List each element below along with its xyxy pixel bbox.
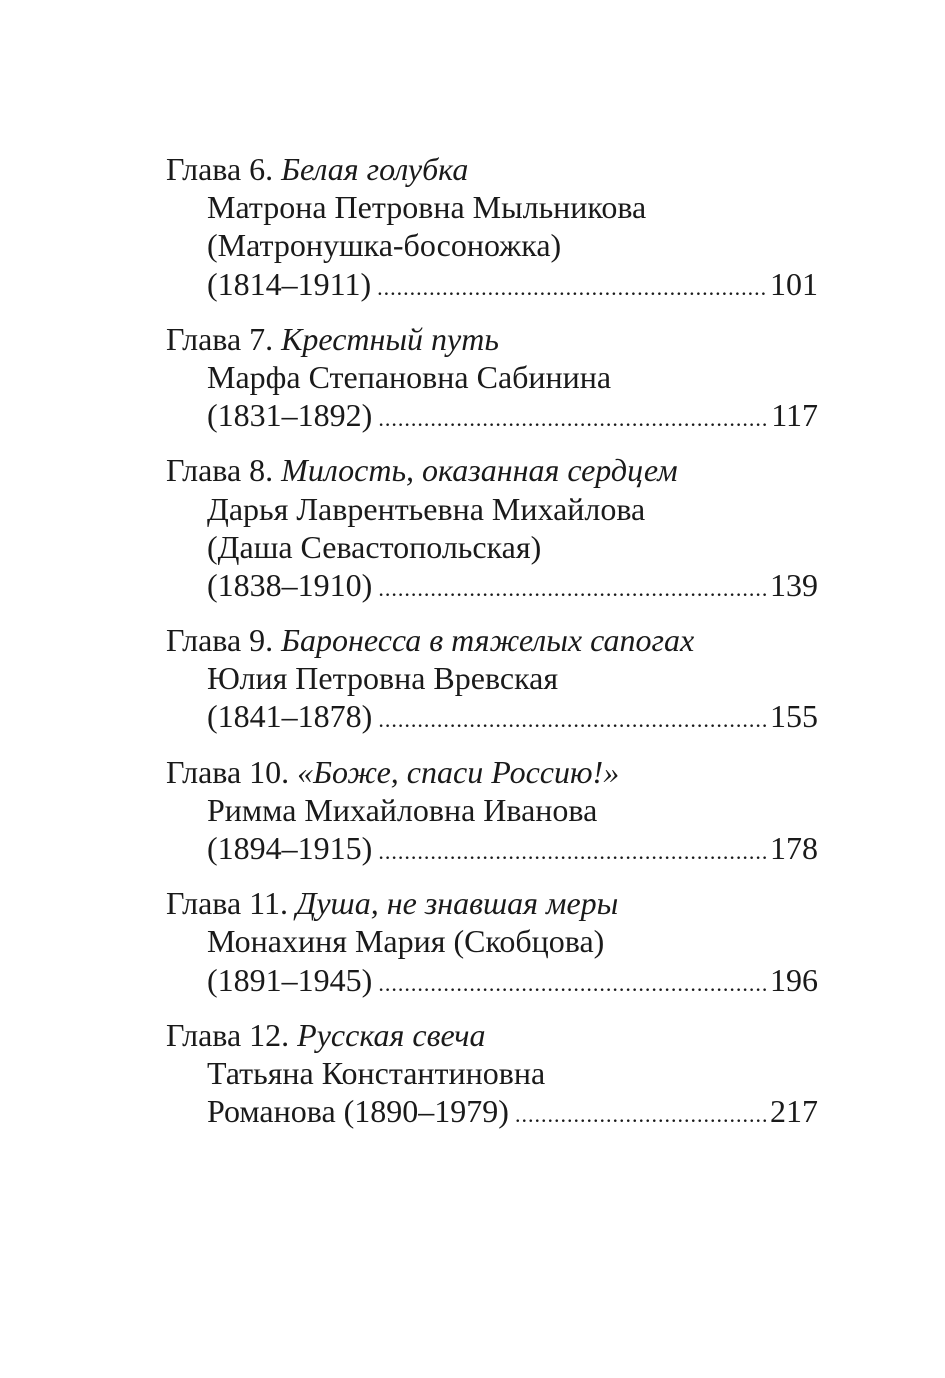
entry-page-line: [166, 566, 818, 604]
dot-leader: [377, 269, 768, 307]
entry-dates: (1814–1911): [207, 265, 372, 302]
entry-page-line: [166, 829, 818, 867]
entry-subject-line: (Матронушка-босоножка): [207, 227, 562, 264]
entry-subject-line: Юлия Петровна Вревская: [207, 660, 559, 697]
chapter-title: Баронесса в тяжелых сапогах: [281, 622, 695, 659]
page-number: 217: [770, 1093, 818, 1130]
dot-leader: [515, 1096, 768, 1134]
chapter-number: Глава 8.: [166, 452, 274, 489]
chapter-number: Глава 11.: [166, 885, 288, 922]
entry-dates: Романова (1890–1979): [207, 1093, 509, 1130]
chapter-title: Милость, оказанная сердцем: [281, 452, 678, 489]
page-number: 196: [770, 961, 818, 998]
dot-leader: [378, 701, 768, 739]
entry-page-line: [166, 697, 818, 735]
toc-entry-chapter-6: [166, 150, 818, 303]
entry-dates: (1841–1878): [207, 698, 373, 735]
chapter-heading: [166, 320, 818, 358]
entry-subject-line: Монахиня Мария (Скобцова): [207, 923, 605, 960]
entry-subject-line: Марфа Степановна Сабинина: [207, 358, 612, 395]
dot-leader: [378, 400, 769, 438]
page-number: 139: [770, 566, 818, 603]
entry-page-line: [166, 265, 818, 303]
entry-subject-line: Дарья Лаврентьевна Михайлова: [207, 490, 646, 527]
dot-leader: [378, 965, 768, 1003]
chapter-heading: [166, 451, 818, 489]
chapter-title: Белая голубка: [281, 151, 469, 187]
chapter-number: Глава 10.: [166, 753, 290, 790]
chapter-title: Крестный путь: [281, 320, 499, 357]
chapter-number: Глава 9.: [166, 622, 274, 659]
page-number: 178: [770, 830, 818, 866]
entry-dates: (1894–1915): [207, 830, 373, 866]
toc-entry-chapter-8: [166, 451, 818, 604]
dot-leader: [378, 833, 768, 871]
entry-subject-line: Татьяна Константиновна: [207, 1054, 546, 1091]
chapter-number: Глава 12.: [166, 1016, 290, 1053]
entry-subject-line: Римма Михайловна Иванова: [207, 791, 598, 828]
toc-entry-chapter-9: [166, 621, 818, 736]
dot-leader: [378, 570, 768, 608]
chapter-heading: [166, 884, 818, 922]
chapter-title: Душа, не знавшая меры: [295, 885, 619, 922]
entry-dates: (1831–1892): [207, 397, 373, 434]
chapter-number: Глава 7.: [166, 320, 274, 357]
chapter-heading: [166, 621, 818, 659]
chapter-heading: [166, 753, 818, 791]
entry-dates: (1891–1945): [207, 961, 373, 998]
chapter-heading: [166, 1016, 818, 1054]
table-of-contents: [166, 150, 818, 1147]
toc-entry-chapter-10: [166, 753, 818, 868]
toc-entry-chapter-11: [166, 884, 818, 999]
chapter-heading: [166, 150, 818, 188]
chapter-title: Русская свеча: [297, 1016, 486, 1053]
entry-page-line: [166, 396, 818, 434]
page-number: 101: [770, 265, 818, 302]
chapter-title: «Боже, спаси Россию!»: [297, 753, 620, 790]
entry-page-line: [166, 961, 818, 999]
page-number: 155: [770, 698, 818, 735]
entry-page-line: [166, 1092, 818, 1130]
entry-subject-line: (Даша Севастопольская): [207, 528, 542, 565]
chapter-number: Глава 6.: [166, 151, 274, 187]
entry-subject-line: Матрона Петровна Мыльникова: [207, 189, 647, 226]
toc-entry-chapter-7: [166, 320, 818, 435]
page-number: 117: [771, 397, 818, 434]
toc-entry-chapter-12: [166, 1016, 818, 1131]
entry-dates: (1838–1910): [207, 566, 373, 603]
